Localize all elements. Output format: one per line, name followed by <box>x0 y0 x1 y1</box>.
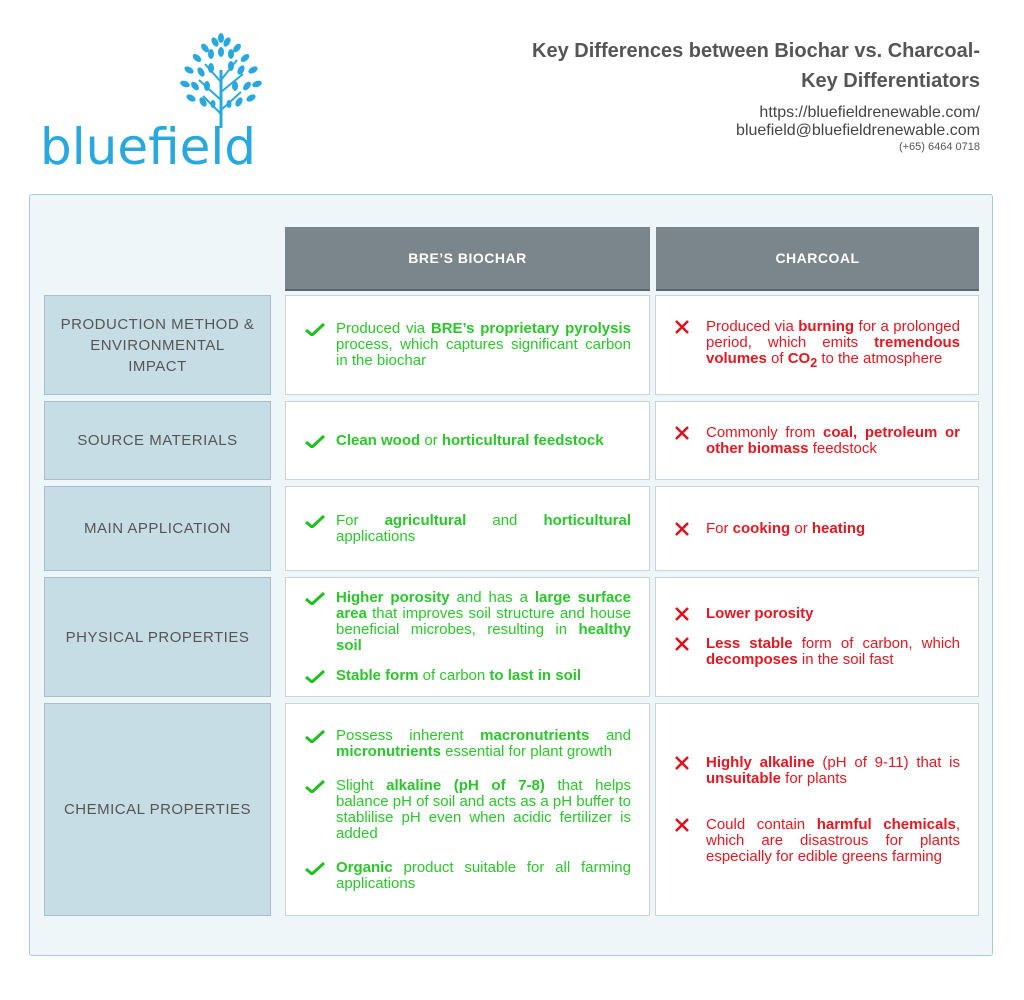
column-header-charcoal: CHARCOAL <box>656 227 979 289</box>
check-icon <box>304 778 336 794</box>
phone-number: (+65) 6464 0718 <box>898 141 980 153</box>
charcoal-cell-physical <box>655 577 979 697</box>
email-link[interactable]: bluefield@bluefieldrenewable.com <box>736 122 980 139</box>
cross-icon <box>674 755 706 771</box>
list-item: Higher porosity and has a large surface area that improves soil structure and house beneficial microbes, resulting in healthy soil <box>304 590 631 654</box>
page-title <box>532 36 980 96</box>
title-line-2: Key Differentiators <box>801 70 980 92</box>
list-item: For cooking or heating <box>674 521 960 537</box>
check-icon <box>304 590 336 606</box>
contact-block <box>736 104 980 154</box>
cross-icon <box>674 319 706 335</box>
tree-icon <box>175 30 267 128</box>
cross-icon <box>674 425 706 441</box>
list-item: Commonly from coal, petroleum or other biomass feedstock <box>674 425 960 457</box>
check-icon <box>304 728 336 744</box>
list-item: Highly alkaline (pH of 9-11) that is unsuitable for plants <box>674 755 960 787</box>
list-item: Produced via BRE’s proprietary pyrolysis process, which captures significant carbon in the biochar <box>304 321 631 369</box>
list-item: Slight alkaline (pH of 7-8) that helps balance pH of soil and acts as a pH buffer to stablilise pH even when acidic fertilizer is added <box>304 778 631 842</box>
row-label-physical: PHYSICAL PROPERTIES <box>44 577 271 697</box>
list-item: Possess inherent macronutrients and micronutrients essential for plant growth <box>304 728 631 760</box>
check-icon <box>304 321 336 337</box>
biochar-cell-physical <box>285 577 650 697</box>
check-icon <box>304 433 336 449</box>
logo-wordmark: bluefield <box>40 118 256 176</box>
biochar-cell-production <box>285 295 650 395</box>
column-header-biochar: BRE’S BIOCHAR <box>285 227 650 289</box>
cross-icon <box>674 606 706 622</box>
charcoal-cell-production <box>655 295 979 395</box>
cross-icon <box>674 636 706 652</box>
check-icon <box>304 668 336 684</box>
row-label-production: PRODUCTION METHOD & ENVIRONMENTAL IMPACT <box>44 295 271 395</box>
charcoal-cell-chemical <box>655 703 979 916</box>
list-item: Clean wood or horticultural feedstock <box>304 433 631 449</box>
list-item: Produced via burning for a prolonged period, which emits tremendous volumes of $CO_2$ to the atmosphere <box>674 319 960 371</box>
biochar-cell-source <box>285 401 650 480</box>
charcoal-cell-application <box>655 486 979 571</box>
charcoal-cell-source <box>655 401 979 480</box>
bluefield-logo <box>40 30 270 176</box>
list-item: Could contain harmful chemicals, which are disastrous for plants especially for edible greens farming <box>674 817 960 865</box>
row-label-source: SOURCE MATERIALS <box>44 401 271 480</box>
check-icon <box>304 860 336 876</box>
row-label-application: MAIN APPLICATION <box>44 486 271 571</box>
list-item: Lower porosity <box>674 606 960 622</box>
list-item: Less stable form of carbon, which decomposes in the soil fast <box>674 636 960 668</box>
cross-icon <box>674 817 706 833</box>
title-line-1: Key Differences between Biochar vs. Charcoal- <box>532 40 980 62</box>
list-item: Organic product suitable for all farming applications <box>304 860 631 892</box>
list-item: Stable form of carbon to last in soil <box>304 668 631 684</box>
cross-icon <box>674 521 706 537</box>
biochar-cell-chemical <box>285 703 650 916</box>
list-item: For agricultural and horticultural applications <box>304 513 631 545</box>
check-icon <box>304 513 336 529</box>
row-label-chemical: CHEMICAL PROPERTIES <box>44 703 271 916</box>
biochar-cell-application <box>285 486 650 571</box>
website-link[interactable]: https://bluefieldrenewable.com/ <box>759 104 980 121</box>
